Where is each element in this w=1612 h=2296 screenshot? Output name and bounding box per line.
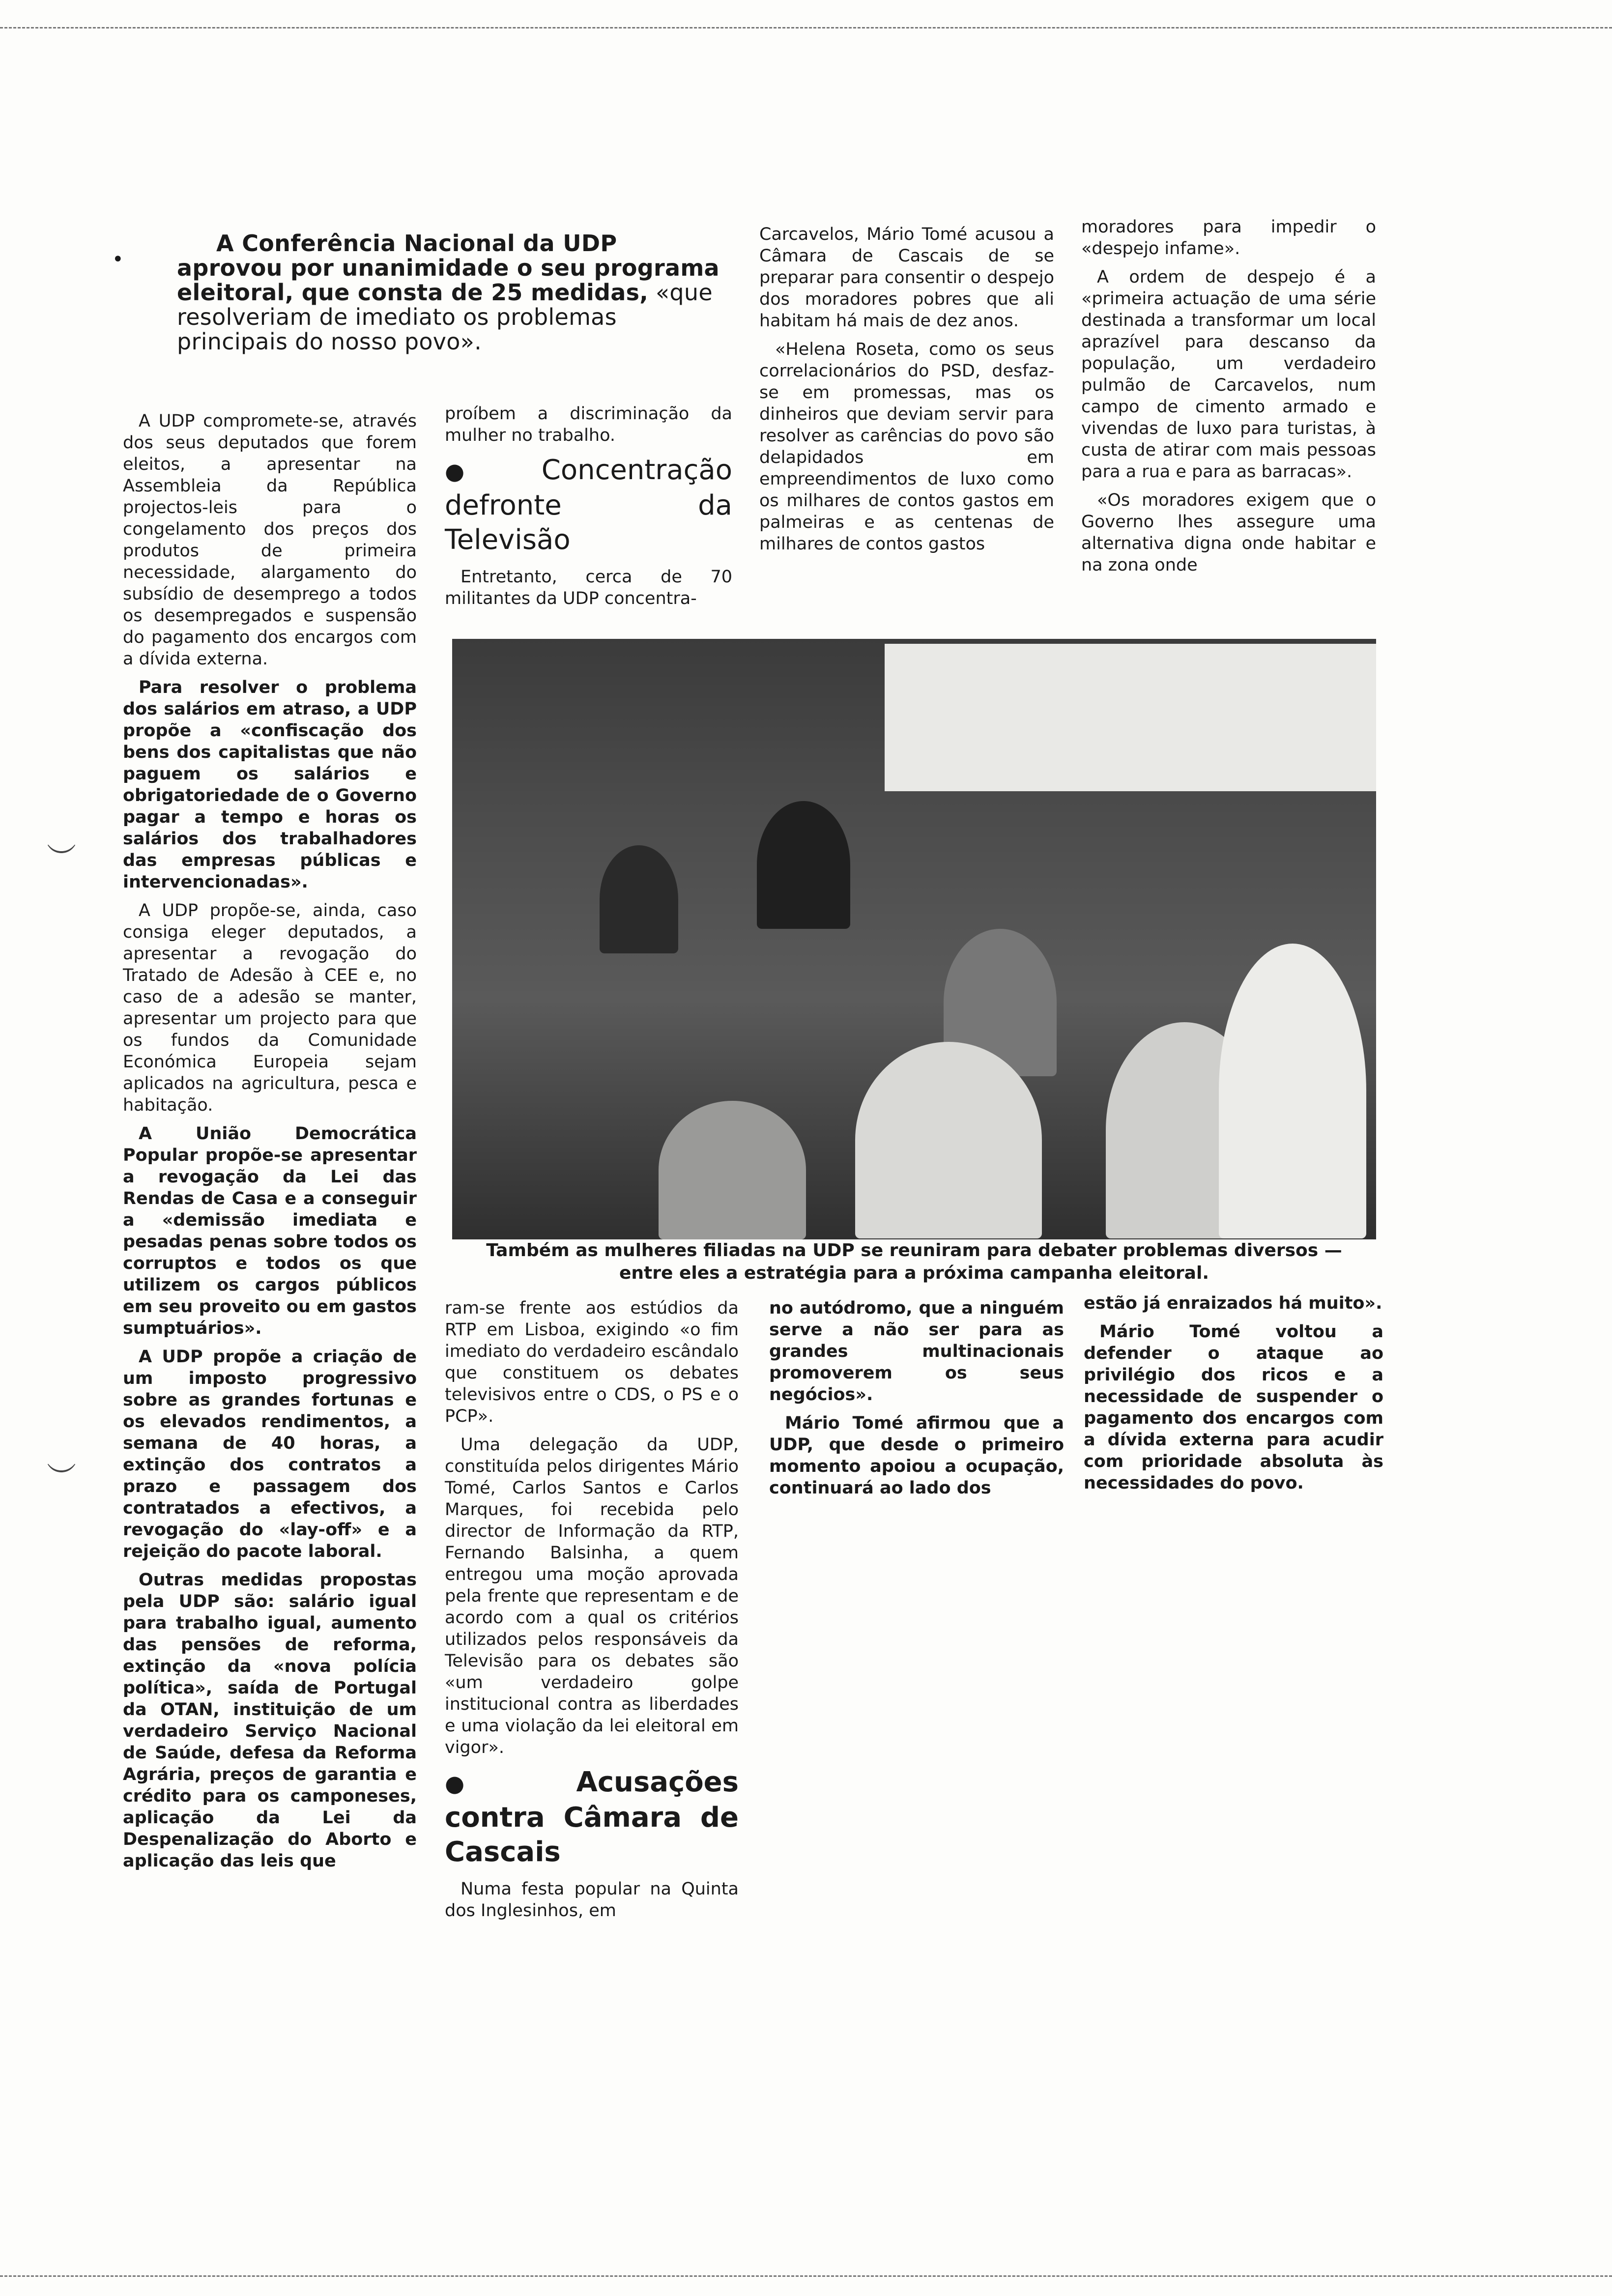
col3-paragraph: «Helena Roseta, como os seus correlacionários do PSD, desfaz-se em promessas, mas os dinheiros que deviam servir para resolver as carências do povo são delapidados em empreendimentos de luxo como os milhares de contos gastos em palmeiras e as centenas de milhares de contos gastos [759,340,1054,554]
photo-figure [600,845,678,953]
column-3-bottom [769,1297,1064,1506]
column-4-top [1081,216,1376,583]
col3-paragraph: no autódromo, que a ninguém serve a não ser para as grandes multinacionais promoverem os seus negócios». [769,1298,1064,1405]
photo-figure [1219,944,1366,1238]
column-2-top [445,403,732,616]
col2-paragraph: Entretanto, cerca de 70 militantes da UDP concentra- [445,567,732,608]
column-3-top [759,224,1054,562]
lead-paragraph [177,231,730,354]
bullet-icon: ● [445,1770,569,1797]
subhead-text: Acusações contra Câmara de Cascais [445,1766,739,1868]
photo-figure [757,801,850,929]
bullet-icon: ● [445,458,534,485]
news-photo [452,639,1376,1239]
col1-paragraph: A UDP propõe a criação de um imposto progressivo sobre as grandes fortunas e os elevados rendimentos, a semana de 40 horas, a extinção dos contratos a prazo e passagem dos contratados a efectivos, a revogação do «lay-off» e a rejeição do pacote laboral. [123,1347,417,1561]
col1-paragraph: Outras medidas propostas pela UDP são: salário igual para trabalho igual, aumento das pensões de reforma, extinção da «nova polícia política», saída de Portugal da OTAN, instituição de um verdadeiro Serviço Nacional de Saúde, defesa da Reforma Agrária, preços de garantia e crédito para os camponeses, aplicação da Lei da Despenalização do Aborto e aplicação das leis que [123,1570,417,1871]
col1-paragraph: A União Democrática Popular propõe-se apresentar a revogação da Lei das Rendas de Casa e a conseguir a «demissão imediata e pesadas penas sobre todos os corruptos e todos os que utilizem os cargos públicos em seu proveito ou em gastos sumptuários». [123,1124,417,1338]
subhead-text: Concentração defronte da Televisão [445,454,732,556]
punch-mark-bottom: ︶ [47,1461,76,1495]
photo-figure [855,1042,1042,1238]
col3-paragraph: Mário Tomé afirmou que a UDP, que desde o primeiro momento apoiou a ocupação, continuará ao lado dos [769,1413,1064,1498]
caption-line-1: Também as mulheres filiadas na UDP se reuniram para debater problemas diversos — [486,1240,1342,1261]
col2-paragraph: Numa festa popular na Quinta dos Inglesinhos, em [445,1879,739,1921]
col4-paragraph: moradores para impedir o «despejo infame». [1081,217,1376,258]
photo-screen [885,644,1376,791]
subhead-concentracao [445,453,732,557]
photo-caption [452,1239,1376,1285]
scan-edge-bottom [0,2275,1612,2277]
col4-paragraph: estão já enraizados há muito». [1084,1293,1382,1313]
col4-paragraph: «Os moradores exigem que o Governo lhes assegure uma alternativa digna onde habitar e na zona onde [1081,490,1376,575]
col1-paragraph: A UDP compromete-se, através dos seus deputados que forem eleitos, a apresentar na Assembleia da República projectos-leis para o congelamento dos preços dos produtos de primeira necessidade, alargamento do subsídio de desemprego a todos os desempregados e suspensão do pagamento dos encargos com a dívida externa. [123,411,417,669]
col2-intro: proíbem a discriminação da mulher no trabalho. [445,404,732,445]
col4-paragraph: Mário Tomé voltou a defender o ataque ao privilégio dos ricos e a necessidade de suspender o pagamento dos encargos com a dívida externa para acudir com prioridade absoluta às necessidades do povo. [1084,1322,1383,1493]
col3-paragraph: Carcavelos, Mário Tomé acusou a Câmara de Cascais de se preparar para consentir o despejo dos moradores pobres que ali habitam há mais de dez anos. [759,225,1054,331]
column-2-bottom [445,1297,739,1928]
photo-figure [659,1101,806,1239]
column-4-bottom [1084,1292,1383,1501]
subhead-acusacoes [445,1765,739,1869]
punch-mark-top: ︶ [47,842,76,876]
lead-rest: «que resolveriam de imediato os problemas principais do nosso povo». [177,279,713,355]
col1-paragraph: A UDP propõe-se, ainda, caso consiga eleger deputados, a apresentar a revogação do Tratado de Adesão à CEE e, no caso de a adesão se manter, apresentar um projecto para que os fundos da Comunidade Económica Europeia sejam aplicados na agricultura, pesca e habitação. [123,901,417,1115]
lead-marker: • [112,248,124,271]
col4-paragraph: A ordem de despejo é a «primeira actuação de uma série destinada a transformar um local aprazível para descanso da população, um verdadeiro pulmão de Carcavelos, num campo de cimento armado e vivendas de luxo para turistas, à custa de atirar com mais pessoas para a rua e para as barracas». [1081,267,1376,482]
col2-paragraph: Uma delegação da UDP, constituída pelos dirigentes Mário Tomé, Carlos Santos e Carlos Marques, foi recebida pelo director de Informação da RTP, Fernando Balsinha, a quem entregou uma moção aprovada pela frente que representam e de acordo com a qual os critérios utilizados pelos responsáveis da Televisão para os debates são «um verdadeiro golpe institucional contra as liberdades e uma violação da lei eleitoral em vigor». [445,1435,739,1757]
col2-paragraph: ram-se frente aos estúdios da RTP em Lisboa, exigindo «o fim imediato do verdadeiro escândalo que constituem os debates televisivos entre o CDS, o PS e o PCP». [445,1298,739,1426]
scan-edge-top [0,27,1612,29]
col1-paragraph: Para resolver o problema dos salários em atraso, a UDP propõe a «confiscação dos bens dos capitalistas que não paguem os salários e obrigatoriedade de o Governo pagar a tempo e horas os salários dos trabalhadores das empresas públicas e intervencionadas». [123,678,417,892]
lead-bold: A Conferência Nacional da UDP aprovou por unanimidade o seu programa eleitoral, que consta de 25 medidas, [177,230,720,306]
column-1 [123,410,417,1879]
caption-line-2: entre eles a estratégia para a próxima campanha eleitoral. [619,1263,1209,1283]
